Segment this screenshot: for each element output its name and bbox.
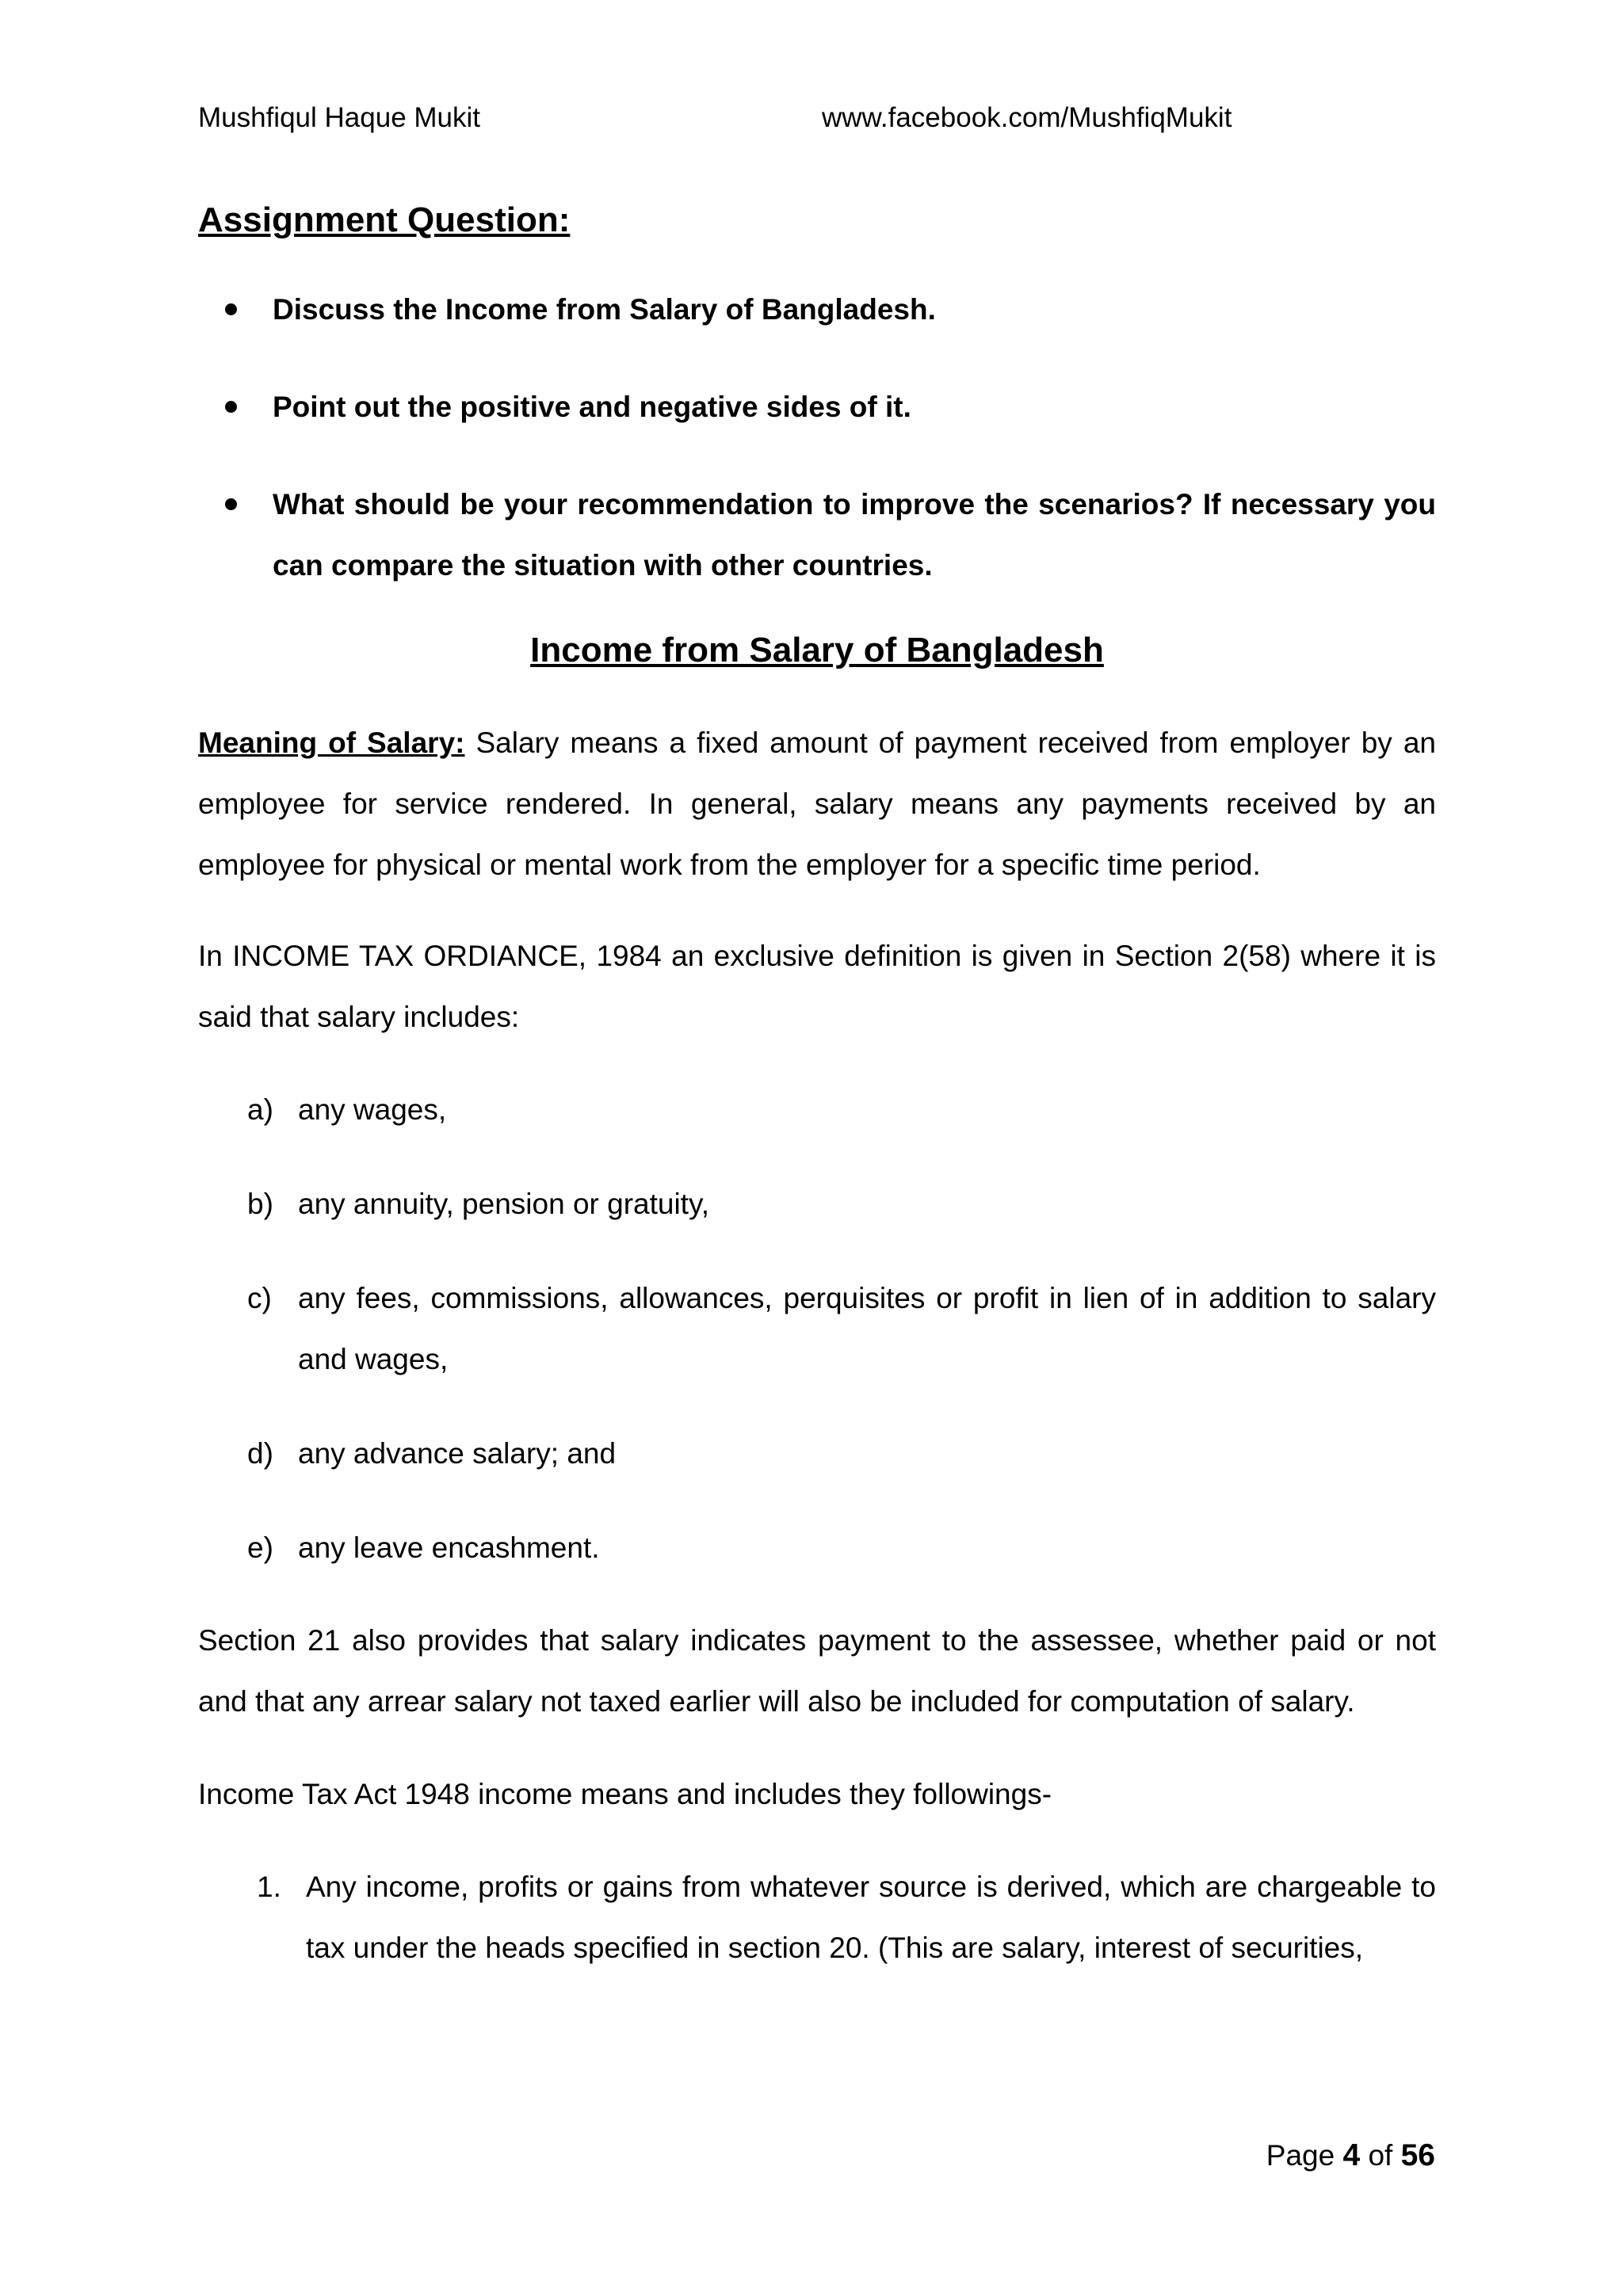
list-item-text: any fees, commissions, allowances, perquisites or profit in lien of in addition to salary and wages, [298, 1282, 1436, 1375]
meaning-paragraph [198, 712, 1436, 895]
assignment-heading: Assignment Question: [198, 200, 571, 239]
list-item-text: Any income, profits or gains from whatever source is derived, which are chargeable to tax under the heads specified in section 20. (This are salary, interest of securities, [306, 1871, 1436, 1964]
page-number: 4 [1342, 2138, 1361, 2172]
of-word: of [1368, 2139, 1393, 2172]
assignment-question [198, 376, 1436, 437]
ordinance-paragraph: In INCOME TAX ORDIANCE, 1984 an exclusive definition is given in Section 2(58) where it is said that salary includes: [198, 940, 1436, 1033]
list-marker: e) [247, 1531, 273, 1564]
section21-paragraph: Section 21 also provides that salary indicates payment to the assessee, whether paid or not and that any arrear salary not taxed earlier will also be included for computation of salary. [198, 1624, 1436, 1718]
page-content [198, 196, 1436, 1978]
list-item [198, 1079, 1436, 1140]
bullet-icon [225, 303, 237, 315]
list-marker: 1. [257, 1871, 281, 1903]
header-url: www.facebook.com/MushfiqMukit [822, 102, 1232, 133]
list-marker: c) [247, 1282, 272, 1314]
act-paragraph: Income Tax Act 1948 income means and includes they followings- [198, 1778, 1052, 1810]
list-item [198, 1173, 1436, 1234]
list-item-text: any annuity, pension or gratuity, [298, 1188, 709, 1220]
assignment-question-text: Point out the positive and negative sides of it. [273, 391, 911, 423]
page-footer [1266, 2137, 1435, 2175]
salary-includes-list [198, 1079, 1436, 1578]
list-marker: a) [247, 1093, 273, 1126]
meaning-label: Meaning of Salary: [198, 727, 465, 759]
list-marker: b) [247, 1188, 273, 1220]
list-item-text: any leave encashment. [298, 1531, 600, 1564]
assignment-question [198, 279, 1436, 340]
assignment-question [198, 474, 1436, 596]
list-item-text: any advance salary; and [298, 1437, 617, 1470]
list-marker: d) [247, 1437, 273, 1470]
total-pages: 56 [1400, 2138, 1435, 2172]
section-title: Income from Salary of Bangladesh [530, 631, 1104, 669]
assignment-question-text: What should be your recommendation to improve the scenarios? If necessary you can compare the situation with other countries. [273, 488, 1436, 582]
list-item [198, 1423, 1436, 1484]
list-item-text: any wages, [298, 1093, 447, 1126]
list-item [198, 1856, 1436, 1978]
header-author: Mushfiqul Haque Mukit [198, 102, 480, 133]
page-word: Page [1266, 2139, 1335, 2172]
bullet-icon [225, 401, 237, 413]
list-item [198, 1268, 1436, 1390]
assignment-question-list [198, 279, 1436, 596]
bullet-icon [225, 498, 237, 510]
assignment-question-text: Discuss the Income from Salary of Bangladesh. [273, 293, 936, 326]
meaning-text: Salary means a fixed amount of payment received from employer by an employee for service rendered. In general, salary means any payments received by an employee for physical or mental work from the employer for a specific time period. [198, 727, 1436, 881]
list-item [198, 1517, 1436, 1578]
income-includes-list [198, 1856, 1436, 1978]
